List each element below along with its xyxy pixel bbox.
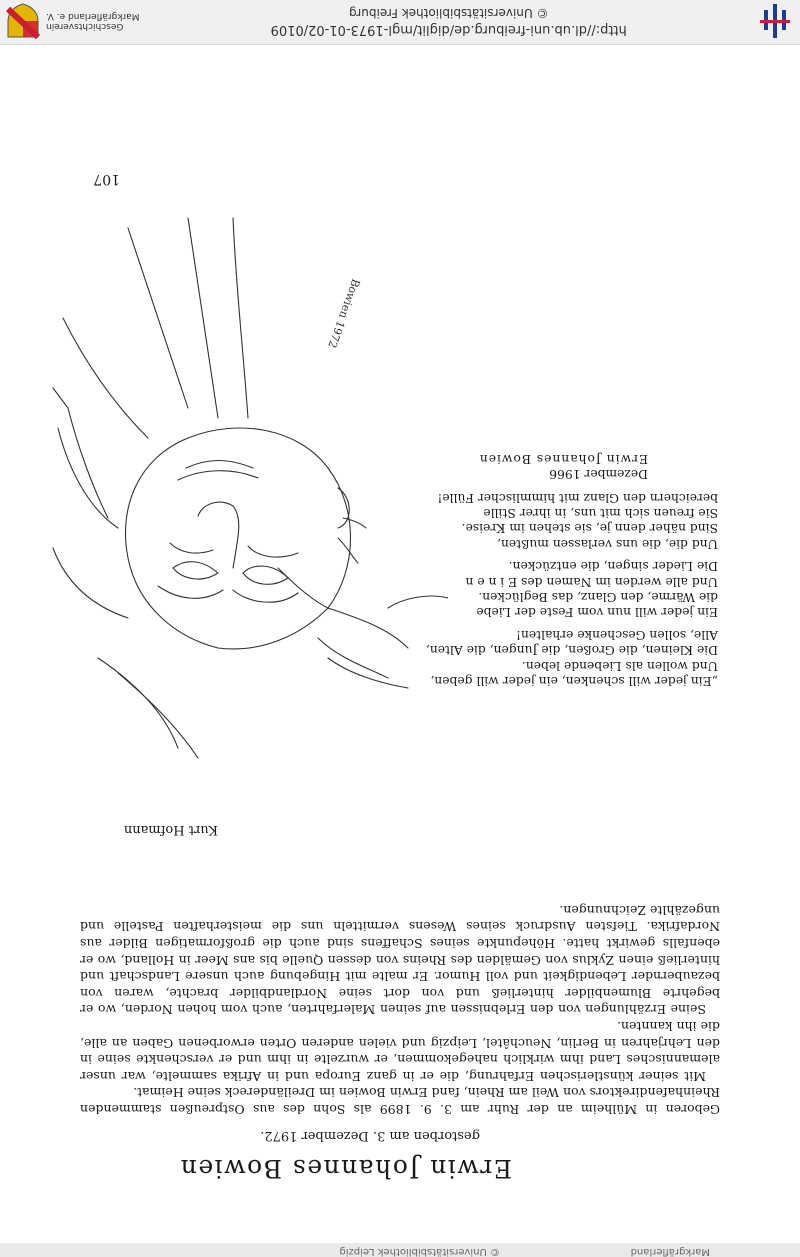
poem-line: Die Lieder singen, die entzücken. bbox=[508, 559, 718, 574]
portrait-drawing bbox=[48, 198, 448, 768]
poem-line: die Wärme, den Glanz, das Beglücken. bbox=[478, 589, 718, 604]
poem-line: Und alle werden im Namen des E i n e n bbox=[465, 574, 718, 589]
poem-line: bereichern den Glanz mit himmlischer Fülle! bbox=[437, 490, 718, 505]
copyright-notice: © Universitätsbibliothek Freiburg bbox=[348, 6, 549, 21]
library-banner bbox=[0, 0, 800, 45]
poem-signature: Erwin Johannes Bowien bbox=[478, 451, 648, 466]
paragraph: Seine Erzählungen von den Erlebnissen auf seinen Malerfahrten, auch vom hohen Norden, wo er begehrte Blumenbilder hinterließ und von dort seine Nordlandbilder brachte, waren von bezaubernder Lebendigkeit und voll Humor. Er malte mit Hingebung auch unsere Landschaft und hinterließ einen Zyklus von Gemälden des Rheins von dessen Quelle bis ans Meer in Holland, wo er ebenfalls gewirkt hatte. Höhepunkte seines Schaffens sind auch die großformatigen Bilder aus Nordafrika. Tiefsten Ausdruck seines Wesens vermitteln uns die meisterhaften Pastelle und ungezählte Zeichnungen. bbox=[80, 902, 720, 1018]
partial-banner-society: Markgräflerland bbox=[630, 1246, 710, 1257]
university-library-logo-icon bbox=[758, 5, 792, 39]
page-number: 107 bbox=[93, 171, 120, 187]
paragraph: Geboren in Mülheim an der Ruhr am 3. 9. 1899 als Sohn des aus Ostpreußen stammenden Rheinhafendirektors von Weil am Rhein, fand Erwin Bowien im Dreiländereck seine Heimat. bbox=[80, 1085, 720, 1117]
poem-date: Dezember 1966 bbox=[549, 467, 648, 482]
partial-banner bbox=[0, 1243, 800, 1257]
document-page bbox=[0, 45, 800, 1243]
banner-text bbox=[139, 6, 758, 38]
document-url[interactable]: http://dl.ub.uni-freiburg.de/diglit/mgl-1973-01-02/0109 bbox=[270, 22, 627, 38]
article-title: Erwin Johannes Bowien bbox=[179, 1154, 512, 1183]
article-author: Kurt Hofmann bbox=[123, 822, 218, 837]
poem-line: Alle, sollen Geschenke erhalten! bbox=[516, 627, 718, 642]
society-coat-of-arms-icon bbox=[6, 4, 40, 40]
article-subtitle: gestorben am 3. Dezember 1972. bbox=[260, 1128, 480, 1143]
poem-line: Und die, die uns verlassen mußten, bbox=[497, 536, 718, 551]
poem-line: Sie freuen sich mit uns, in ihrer Stille bbox=[483, 505, 718, 520]
article-body bbox=[80, 901, 720, 1117]
partial-banner-text: © Universitätsbibliothek Leipzig bbox=[339, 1246, 500, 1257]
poem-line: „Ein jeder will schenken, ein jeder will geben, bbox=[430, 674, 718, 688]
poem-line: Die Kleinen, die Großen, die Jungen, die Alten, bbox=[425, 643, 718, 658]
society-name: Geschichtsverein Markgräflerland e. V. bbox=[46, 11, 140, 32]
poem-line: Und wollen als Liebende leben. bbox=[521, 658, 718, 673]
poem-line: Ein jeder will nun vom Feste der Liebe bbox=[476, 605, 718, 620]
paragraph: Mit seiner künstlerischen Erfahrung, die er in ganz Europa und in Afrika sammelte, war unser alemannisches Land ihm wirklich nahegekommen, er wurzelte in ihm und er verschenkte seine in den Lehrjahren in Berlin, Neuchâtel, Leipzig und vielen anderen Orten erworbenen Gaben an alle, die ihn kannten. bbox=[80, 1019, 720, 1084]
poem bbox=[418, 450, 718, 688]
drawing-signature: Bowien 1972 bbox=[325, 276, 363, 350]
poem-line: Sind näher denn je, sie stehen im Kreise. bbox=[461, 521, 718, 536]
